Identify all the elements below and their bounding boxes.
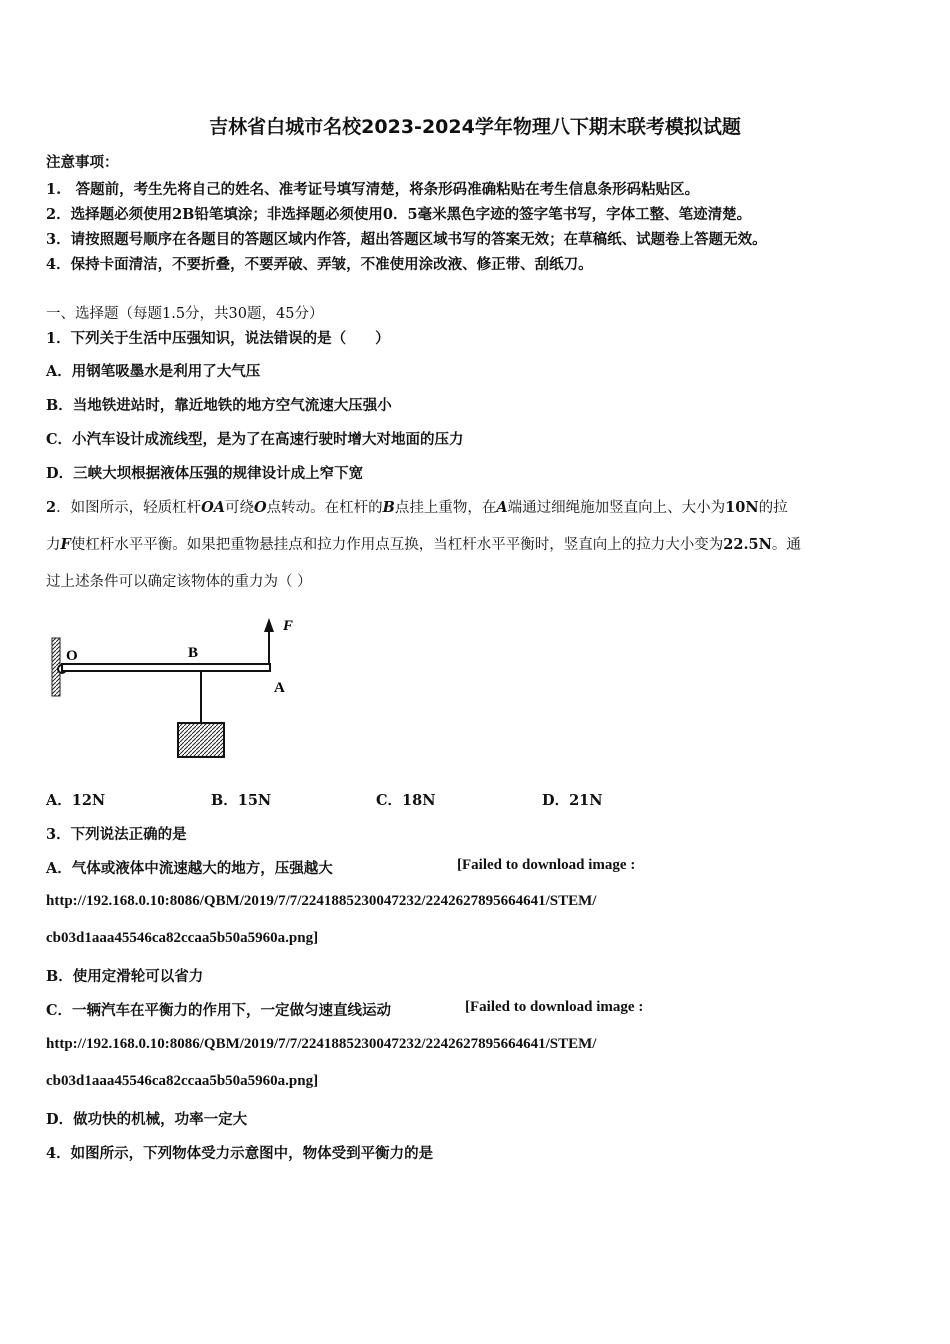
notice-item: 2．选择题必须使用2B铅笔填涂；非选择题必须使用0．5毫米黑色字迹的签字笔书写，字体工整、笔迹清楚。 (46, 206, 752, 223)
lever-diagram (40, 610, 310, 770)
label-f: F (283, 618, 294, 634)
notice-item: 4．保持卡面清洁，不要折叠，不要弄破、弄皱，不准使用涂改液、修正带、刮纸刀。 (46, 256, 593, 273)
question-1-option-d: D．三峡大坝根据液体压强的规律设计成上窄下宽 (46, 465, 364, 482)
label-a: A (274, 680, 285, 696)
section-heading: 一、选择题（每题1.5分，共30题，45分） (46, 306, 324, 322)
question-2-option-b: B．15N (211, 792, 272, 809)
lever-bar (62, 664, 270, 671)
question-1-option-c: C．小汽车设计成流线型，是为了在高速行驶时增大对地面的压力 (46, 431, 464, 448)
question-1-stem: 1．下列关于生活中压强知识，说法错误的是（ ） (46, 330, 390, 347)
question-2-option-c: C．18N (376, 792, 436, 809)
label-o: O (66, 648, 78, 664)
notice-item: 3．请按照题号顺序在各题目的答题区域内作答，超出答题区域书写的答案无效；在草稿纸、试题卷上答题无效。 (46, 231, 767, 248)
question-4-stem: 4．如图所示，下列物体受力示意图中，物体受到平衡力的是 (46, 1145, 434, 1162)
question-2-option-d: D．21N (542, 792, 603, 809)
image-error-url: http://192.168.0.10:8086/QBM/2019/7/7/2241885230047232/2242627895664641/STEM/ (46, 1036, 597, 1052)
weight-box (178, 723, 224, 757)
question-3-stem: 3．下列说法正确的是 (46, 826, 187, 843)
image-error-url: cb03d1aaa45546ca82ccaa5b50a5960a.png] (46, 930, 319, 946)
question-3-option-b: B．使用定滑轮可以省力 (46, 968, 204, 985)
question-2-line-2: 力F使杠杆水平平衡。如果把重物悬挂点和拉力作用点互换，当杠杆水平平衡时，竖直向上的拉力大小变为22.5N。通 (46, 536, 801, 553)
image-error-url: cb03d1aaa45546ca82ccaa5b50a5960a.png] (46, 1073, 319, 1089)
image-error-label: [Failed to download image : (457, 857, 636, 873)
question-3-option-d: D．做功快的机械，功率一定大 (46, 1111, 248, 1128)
page-title: 吉林省白城市名校2023-2024学年物理八下期末联考模拟试题 (209, 116, 741, 138)
image-error-label: [Failed to download image : (465, 999, 644, 1015)
question-1-option-b: B．当地铁进站时，靠近地铁的地方空气流速大压强小 (46, 397, 392, 414)
image-error-url: http://192.168.0.10:8086/QBM/2019/7/7/2241885230047232/2242627895664641/STEM/ (46, 893, 597, 909)
question-2-line-3: 过上述条件可以确定该物体的重力为（ ） (46, 574, 312, 590)
question-3-option-a: A．气体或液体中流速越大的地方，压强越大 (46, 860, 333, 877)
notice-heading: 注意事项： (46, 154, 119, 171)
question-3-option-c: C．一辆汽车在平衡力的作用下，一定做匀速直线运动 (46, 1002, 392, 1019)
label-b: B (188, 645, 199, 661)
question-1-option-a: A．用钢笔吸墨水是利用了大气压 (46, 363, 261, 380)
force-arrow-head (264, 618, 274, 632)
question-2-line-1: 2．如图所示，轻质杠杆OA可绕O点转动。在杠杆的B点挂上重物，在A端通过细绳施加竖直向上、大小为10N的拉 (46, 499, 788, 516)
question-2-option-a: A．12N (46, 792, 106, 809)
notice-item: 1. 答题前，考生先将自己的姓名、准考证号填写清楚，将条形码准确粘贴在考生信息条形码粘贴区。 (46, 181, 700, 198)
